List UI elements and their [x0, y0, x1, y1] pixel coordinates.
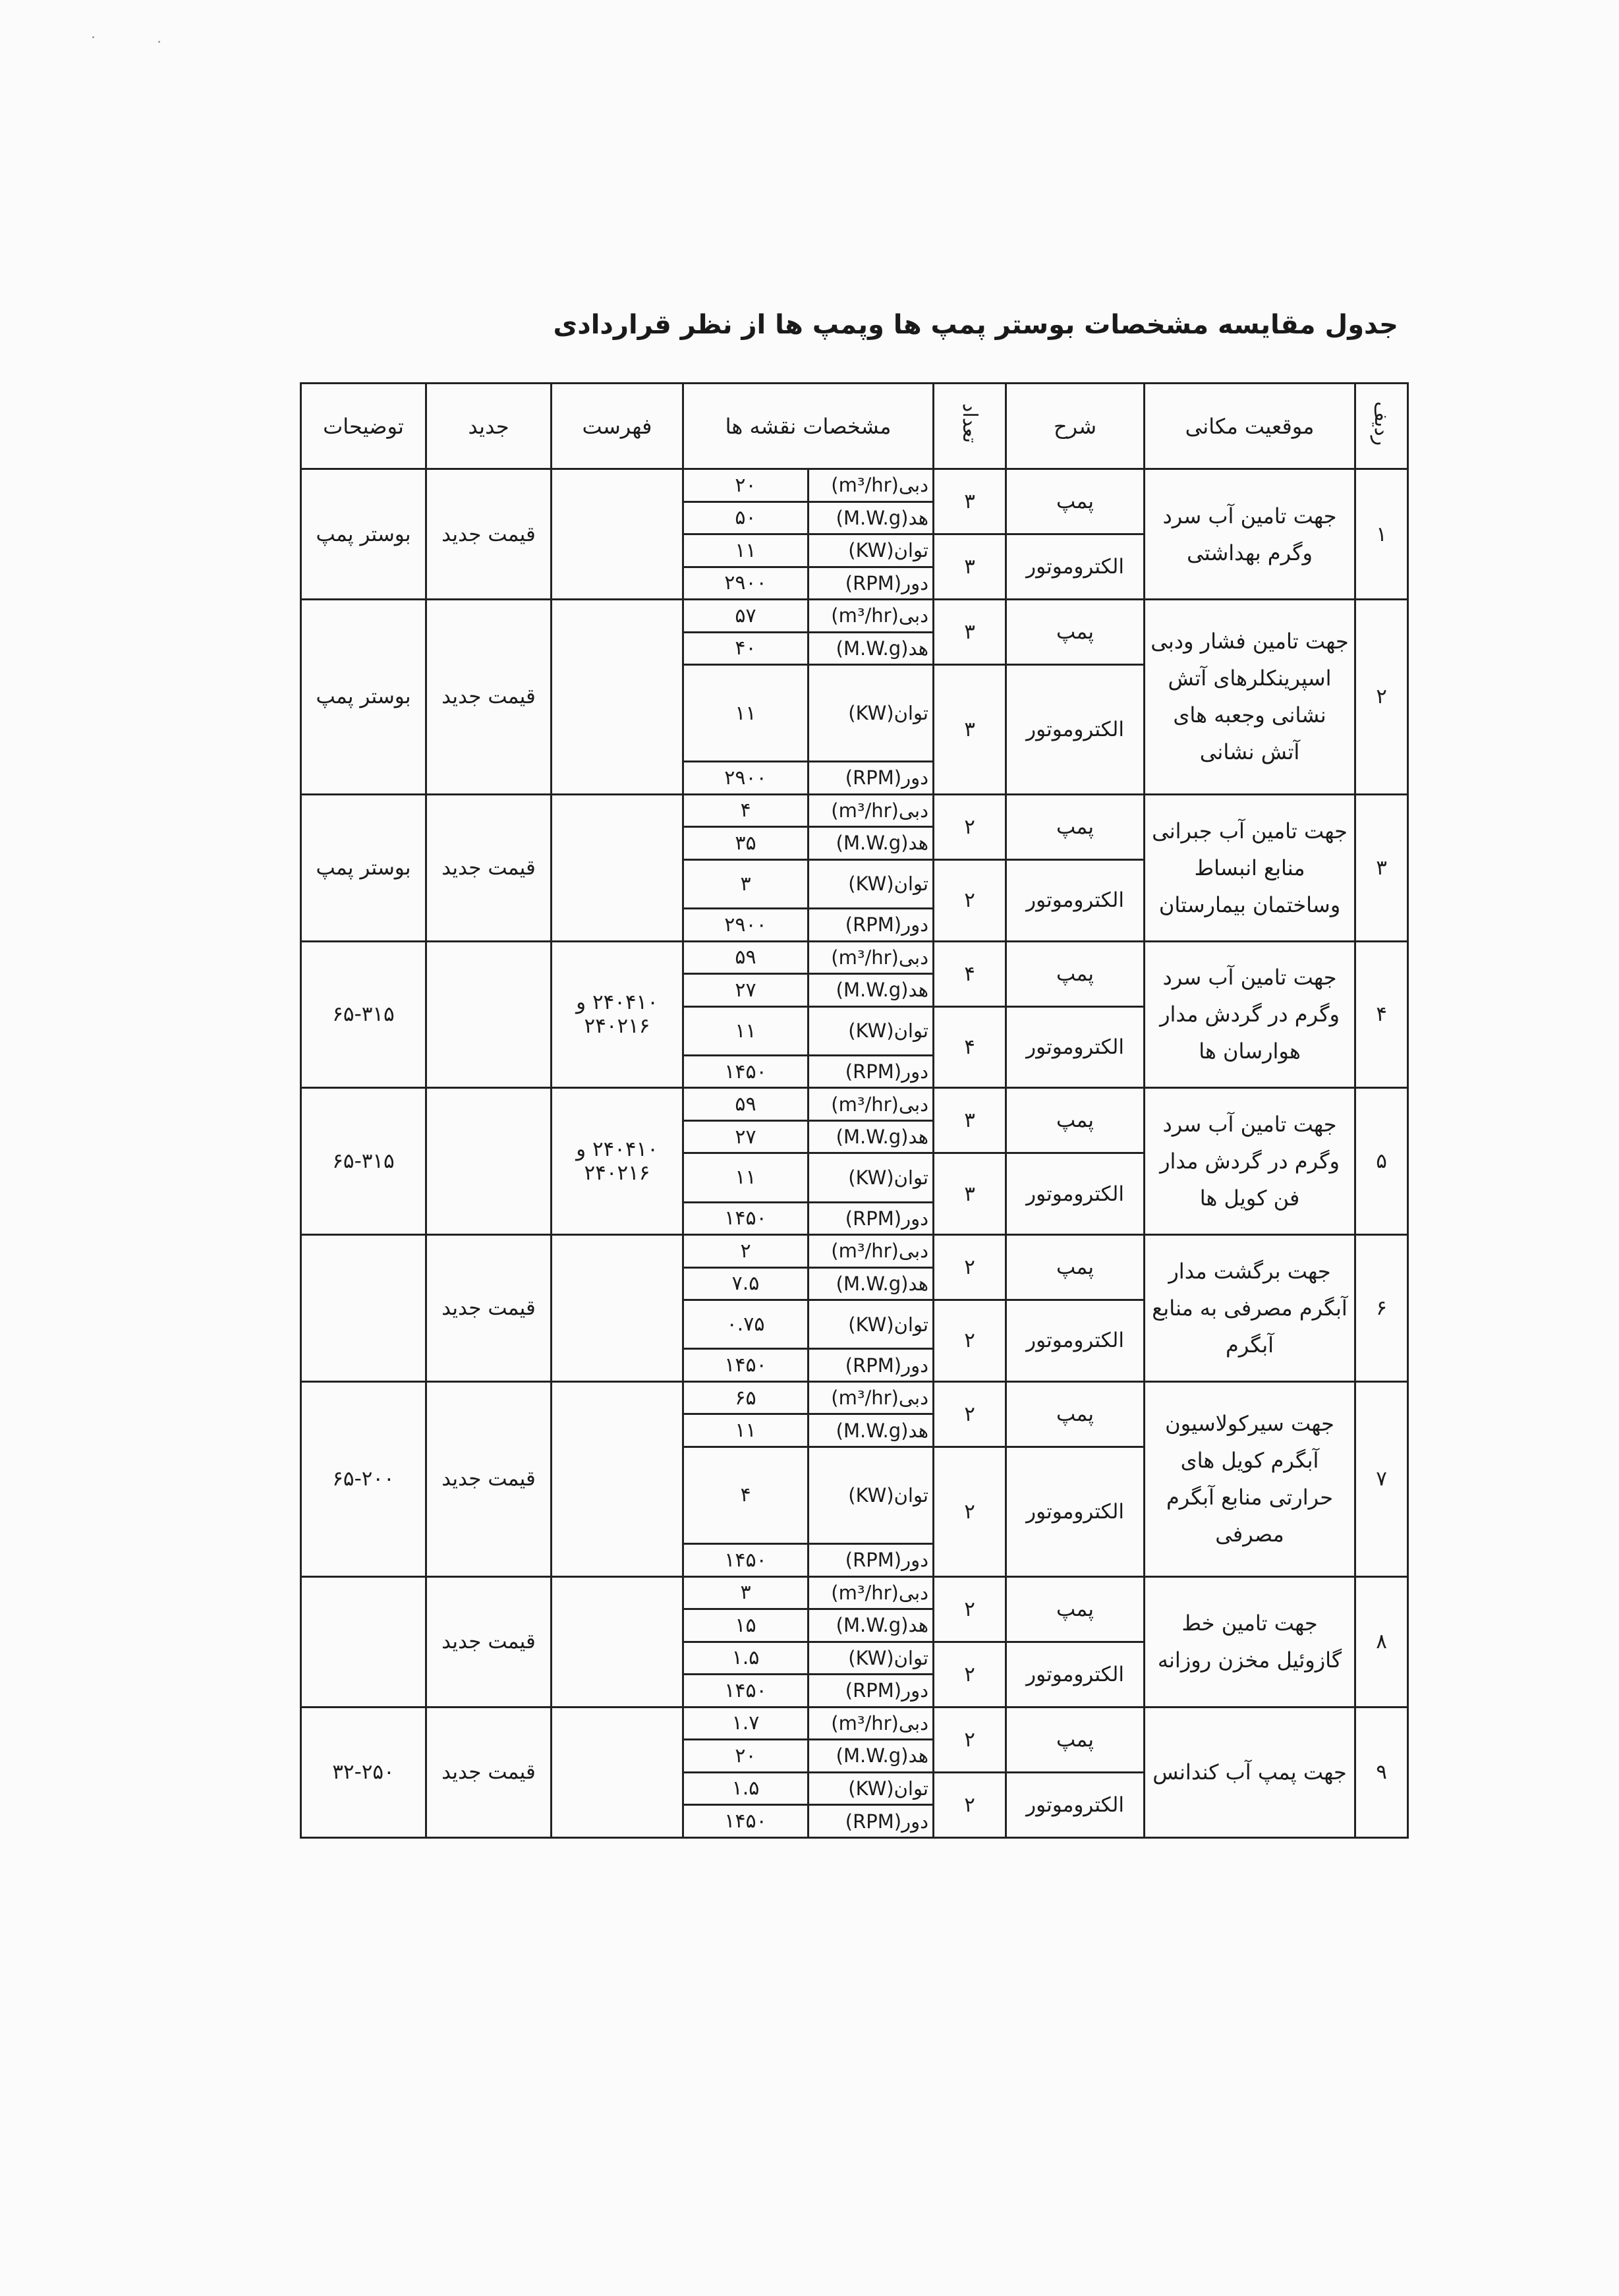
location-cell: جهت تامین آب سرد وگرم بهداشتی	[1145, 469, 1355, 600]
table-row	[301, 1576, 1408, 1609]
spec-label-power: توان(KW)	[809, 1153, 934, 1202]
header-notes: توضیحات	[301, 384, 426, 469]
spec-value-flow: ۴	[683, 794, 809, 827]
spec-value-speed: ۱۴۵۰	[683, 1544, 809, 1577]
spec-label-flow: دبی(m³/hr)	[809, 600, 934, 633]
spec-label-flow: دبی(m³/hr)	[809, 941, 934, 974]
spec-label-head: هد(M.W.g)	[809, 1414, 934, 1447]
notes-cell	[301, 1576, 426, 1707]
pump-count: ۲	[934, 794, 1006, 859]
motor-count: ۲	[934, 1772, 1006, 1837]
spec-label-flow: دبی(m³/hr)	[809, 1381, 934, 1414]
new-price-cell	[426, 1088, 552, 1235]
spec-value-speed: ۲۹۰۰	[683, 567, 809, 600]
pump-count: ۳	[934, 469, 1006, 534]
pump-label: پمپ	[1006, 1235, 1145, 1300]
table-row	[301, 1381, 1408, 1414]
row-number: ۷	[1355, 1381, 1408, 1576]
header-list: فهرست	[552, 384, 683, 469]
pump-label: پمپ	[1006, 1381, 1145, 1447]
motor-count: ۲	[934, 1300, 1006, 1382]
spec-value-head: ۲۷	[683, 1120, 809, 1153]
spec-label-flow: دبی(m³/hr)	[809, 1707, 934, 1740]
spec-value-speed: ۲۹۰۰	[683, 909, 809, 942]
header-count: تعداد	[934, 384, 1006, 469]
location-cell: جهت تامین آب سرد وگرم در گردش مدار فن کویل ها	[1145, 1088, 1355, 1235]
pump-count: ۲	[934, 1381, 1006, 1447]
motor-count: ۳	[934, 665, 1006, 795]
spec-value-speed: ۱۴۵۰	[683, 1349, 809, 1382]
new-price-cell: قیمت جدید	[426, 600, 552, 795]
pump-label: پمپ	[1006, 1576, 1145, 1642]
pump-count: ۳	[934, 1088, 1006, 1153]
spec-label-speed: دور(RPM)	[809, 567, 934, 600]
scan-speck	[92, 36, 94, 38]
spec-label-head: هد(M.W.g)	[809, 1740, 934, 1773]
pump-count: ۴	[934, 941, 1006, 1006]
spec-value-flow: ۵۷	[683, 600, 809, 633]
spec-label-speed: دور(RPM)	[809, 1055, 934, 1088]
row-number: ۳	[1355, 794, 1408, 941]
table-row	[301, 941, 1408, 974]
pump-label: پمپ	[1006, 1088, 1145, 1153]
list-cell: ۲۴۰۴۱۰ و ۲۴۰۲۱۶	[552, 1088, 683, 1235]
new-price-cell: قیمت جدید	[426, 1707, 552, 1837]
motor-count: ۳	[934, 1153, 1006, 1235]
motor-label: الکتروموتور	[1006, 1447, 1145, 1576]
spec-label-flow: دبی(m³/hr)	[809, 469, 934, 502]
table-row	[301, 600, 1408, 633]
new-price-cell: قیمت جدید	[426, 469, 552, 600]
table-row	[301, 1088, 1408, 1121]
motor-count: ۲	[934, 1642, 1006, 1707]
notes-cell: ۶۵-۳۱۵	[301, 941, 426, 1088]
pump-count: ۲	[934, 1707, 1006, 1772]
spec-label-flow: دبی(m³/hr)	[809, 1088, 934, 1121]
motor-label: الکتروموتور	[1006, 1642, 1145, 1707]
motor-label: الکتروموتور	[1006, 534, 1145, 600]
pump-comparison-table-wrapper	[300, 382, 1407, 1839]
row-number: ۶	[1355, 1235, 1408, 1382]
location-cell: جهت تامین خط گازوئیل مخزن روزانه	[1145, 1576, 1355, 1707]
notes-cell: ۶۵-۳۱۵	[301, 1088, 426, 1235]
spec-label-speed: دور(RPM)	[809, 762, 934, 795]
notes-cell: بوستر پمپ	[301, 469, 426, 600]
spec-value-flow: ۳	[683, 1576, 809, 1609]
row-number: ۸	[1355, 1576, 1408, 1707]
list-cell	[552, 1707, 683, 1837]
notes-cell	[301, 1235, 426, 1382]
spec-label-power: توان(KW)	[809, 1447, 934, 1543]
list-cell	[552, 794, 683, 941]
spec-label-speed: دور(RPM)	[809, 1349, 934, 1382]
spec-value-speed: ۲۹۰۰	[683, 762, 809, 795]
motor-count: ۲	[934, 859, 1006, 941]
spec-value-flow: ۲	[683, 1235, 809, 1268]
motor-label: الکتروموتور	[1006, 665, 1145, 795]
location-cell: جهت تامین آب جبرانی منابع انبساط وساختمان بیمارستان	[1145, 794, 1355, 941]
spec-value-flow: ۲۰	[683, 469, 809, 502]
pump-label: پمپ	[1006, 794, 1145, 859]
spec-value-speed: ۱۴۵۰	[683, 1202, 809, 1235]
notes-cell: ۳۲-۲۵۰	[301, 1707, 426, 1837]
scan-speck	[158, 41, 160, 43]
list-cell	[552, 469, 683, 600]
spec-label-power: توان(KW)	[809, 859, 934, 908]
spec-label-power: توان(KW)	[809, 665, 934, 762]
spec-value-power: ۱۱	[683, 665, 809, 762]
spec-value-power: ۱.۵	[683, 1772, 809, 1805]
pump-comparison-table	[300, 382, 1409, 1839]
spec-value-power: ۱.۵	[683, 1642, 809, 1675]
row-number: ۱	[1355, 469, 1408, 600]
spec-value-power: ۱۱	[683, 1153, 809, 1202]
notes-cell: بوستر پمپ	[301, 794, 426, 941]
spec-label-head: هد(M.W.g)	[809, 1120, 934, 1153]
pump-label: پمپ	[1006, 1707, 1145, 1772]
spec-value-speed: ۱۴۵۰	[683, 1805, 809, 1838]
spec-label-head: هد(M.W.g)	[809, 974, 934, 1007]
spec-value-flow: ۱.۷	[683, 1707, 809, 1740]
pump-label: پمپ	[1006, 941, 1145, 1006]
row-number: ۴	[1355, 941, 1408, 1088]
list-cell	[552, 1235, 683, 1382]
notes-cell: بوستر پمپ	[301, 600, 426, 795]
list-cell	[552, 1576, 683, 1707]
spec-label-speed: دور(RPM)	[809, 1544, 934, 1577]
spec-label-speed: دور(RPM)	[809, 1675, 934, 1708]
spec-label-head: هد(M.W.g)	[809, 632, 934, 665]
spec-label-flow: دبی(m³/hr)	[809, 1576, 934, 1609]
spec-label-head: هد(M.W.g)	[809, 1609, 934, 1642]
spec-value-head: ۳۵	[683, 827, 809, 860]
spec-label-power: توان(KW)	[809, 1772, 934, 1805]
page-title: جدول مقایسه مشخصات بوستر پمپ ها وپمپ ها از نظر قراردادی	[553, 310, 1398, 340]
row-number: ۹	[1355, 1707, 1408, 1837]
header-row	[301, 384, 1408, 469]
location-cell: جهت سیرکولاسیون آبگرم کویل های حرارتی منابع آبگرم مصرفی	[1145, 1381, 1355, 1576]
spec-value-head: ۵۰	[683, 502, 809, 534]
spec-label-head: هد(M.W.g)	[809, 502, 934, 534]
spec-value-head: ۱۱	[683, 1414, 809, 1447]
table-body	[301, 469, 1408, 1838]
new-price-cell: قیمت جدید	[426, 1576, 552, 1707]
table-row	[301, 469, 1408, 502]
new-price-cell: قیمت جدید	[426, 1235, 552, 1382]
spec-value-power: ۴	[683, 1447, 809, 1543]
location-cell: جهت پمپ آب کندانس	[1145, 1707, 1355, 1837]
spec-value-head: ۲۰	[683, 1740, 809, 1773]
spec-value-head: ۱۵	[683, 1609, 809, 1642]
motor-label: الکتروموتور	[1006, 1006, 1145, 1088]
notes-cell: ۶۵-۲۰۰	[301, 1381, 426, 1576]
list-cell: ۲۴۰۴۱۰ و ۲۴۰۲۱۶	[552, 941, 683, 1088]
header-location: موقعیت مکانی	[1145, 384, 1355, 469]
location-cell: جهت تامین آب سرد وگرم در گردش مدار هوارسان ها	[1145, 941, 1355, 1088]
spec-value-head: ۴۰	[683, 632, 809, 665]
list-cell	[552, 600, 683, 795]
spec-value-flow: ۵۹	[683, 941, 809, 974]
pump-count: ۳	[934, 600, 1006, 665]
row-number: ۲	[1355, 600, 1408, 795]
header-description: شرح	[1006, 384, 1145, 469]
new-price-cell	[426, 941, 552, 1088]
header-row-number: ردیف	[1355, 384, 1408, 469]
table-row	[301, 1707, 1408, 1740]
spec-value-power: ۳	[683, 859, 809, 908]
spec-value-power: ۰.۷۵	[683, 1300, 809, 1349]
spec-label-power: توان(KW)	[809, 534, 934, 567]
pump-count: ۲	[934, 1235, 1006, 1300]
spec-label-speed: دور(RPM)	[809, 909, 934, 942]
table-row	[301, 1235, 1408, 1268]
spec-label-head: هد(M.W.g)	[809, 1267, 934, 1300]
spec-value-flow: ۵۹	[683, 1088, 809, 1121]
spec-value-power: ۱۱	[683, 534, 809, 567]
spec-value-speed: ۱۴۵۰	[683, 1675, 809, 1708]
motor-label: الکتروموتور	[1006, 1772, 1145, 1837]
pump-label: پمپ	[1006, 600, 1145, 665]
motor-count: ۴	[934, 1006, 1006, 1088]
motor-label: الکتروموتور	[1006, 859, 1145, 941]
spec-value-head: ۲۷	[683, 974, 809, 1007]
spec-label-flow: دبی(m³/hr)	[809, 794, 934, 827]
location-cell: جهت برگشت مدار آبگرم مصرفی به منابع آبگرم	[1145, 1235, 1355, 1382]
spec-label-speed: دور(RPM)	[809, 1805, 934, 1838]
spec-value-flow: ۶۵	[683, 1381, 809, 1414]
location-cell: جهت تامین فشار ودبی اسپرینکلرهای آتش نشانی وجعبه های آتش نشانی	[1145, 600, 1355, 795]
motor-count: ۲	[934, 1447, 1006, 1576]
spec-value-power: ۱۱	[683, 1006, 809, 1055]
spec-value-speed: ۱۴۵۰	[683, 1055, 809, 1088]
row-number: ۵	[1355, 1088, 1408, 1235]
motor-label: الکتروموتور	[1006, 1300, 1145, 1382]
table-row	[301, 794, 1408, 827]
spec-label-power: توان(KW)	[809, 1642, 934, 1675]
motor-label: الکتروموتور	[1006, 1153, 1145, 1235]
header-specs: مشخصات نقشه ها	[683, 384, 934, 469]
spec-value-head: ۷.۵	[683, 1267, 809, 1300]
new-price-cell: قیمت جدید	[426, 1381, 552, 1576]
pump-label: پمپ	[1006, 469, 1145, 534]
new-price-cell: قیمت جدید	[426, 794, 552, 941]
motor-count: ۳	[934, 534, 1006, 600]
spec-label-speed: دور(RPM)	[809, 1202, 934, 1235]
list-cell	[552, 1381, 683, 1576]
pump-count: ۲	[934, 1576, 1006, 1642]
spec-label-head: هد(M.W.g)	[809, 827, 934, 860]
spec-label-power: توان(KW)	[809, 1006, 934, 1055]
spec-label-power: توان(KW)	[809, 1300, 934, 1349]
spec-label-flow: دبی(m³/hr)	[809, 1235, 934, 1268]
header-new: جدید	[426, 384, 552, 469]
